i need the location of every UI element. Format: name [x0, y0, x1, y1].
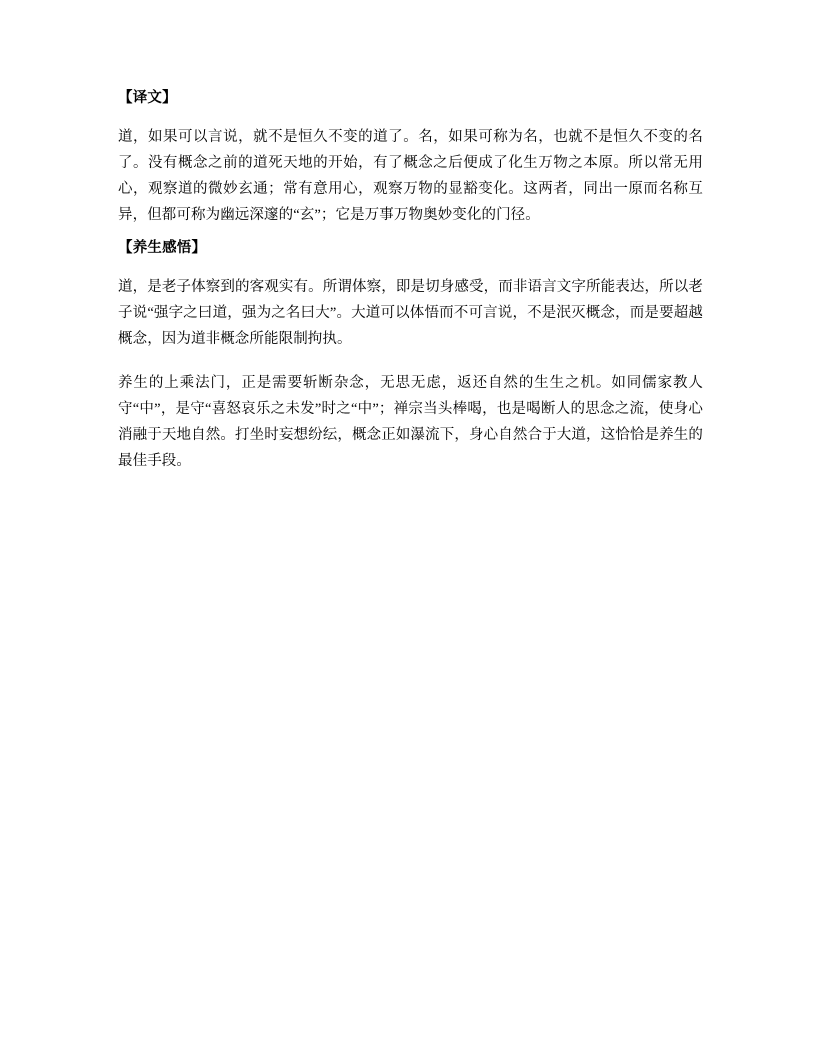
- section-heading-health-insight: 【养生感悟】: [118, 239, 207, 256]
- section-translation: [118, 88, 703, 228]
- section-health-insight: [118, 238, 703, 474]
- section-heading-translation: 【译文】: [118, 90, 177, 106]
- document-body: [118, 88, 703, 474]
- paragraph-health-insight-2: 养生的上乘法门，正是需要斩断杂念，无思无虑，返还自然的生生之机。如同儒家教人守“中”，是守“喜怒哀乐之未发”时之“中”；禅宗当头棒喝，也是喝断人的思念之流，使身心消融于天地自然。打坐时妄想纷纭，概念正如瀑流下，身心自然合于大道，这恰恰是养生的最佳手段。: [118, 374, 703, 469]
- section-divider-spacer: [118, 228, 703, 238]
- paragraph-translation-1: 道，如果可以言说，就不是恒久不变的道了。名，如果可称为名，也就不是恒久不变的名了。没有概念之前的道死天地的开始，有了概念之后便成了化生万物之本原。所以常无用心，观察道的微妙玄通；常有意用心，观察万物的显豁变化。这两者，同出一原而名称互异，但都可称为幽远深邃的“玄”；它是万事万物奥妙变化的门径。: [118, 128, 703, 223]
- paragraph-health-insight-1: 道，是老子体察到的客观实有。所谓体察，即是切身感受，而非语言文字所能表达，所以老子说“强字之曰道，强为之名曰大”。大道可以体悟而不可言说，不是泯灭概念，而是要超越概念，因为道非概念所能限制拘执。: [118, 278, 703, 347]
